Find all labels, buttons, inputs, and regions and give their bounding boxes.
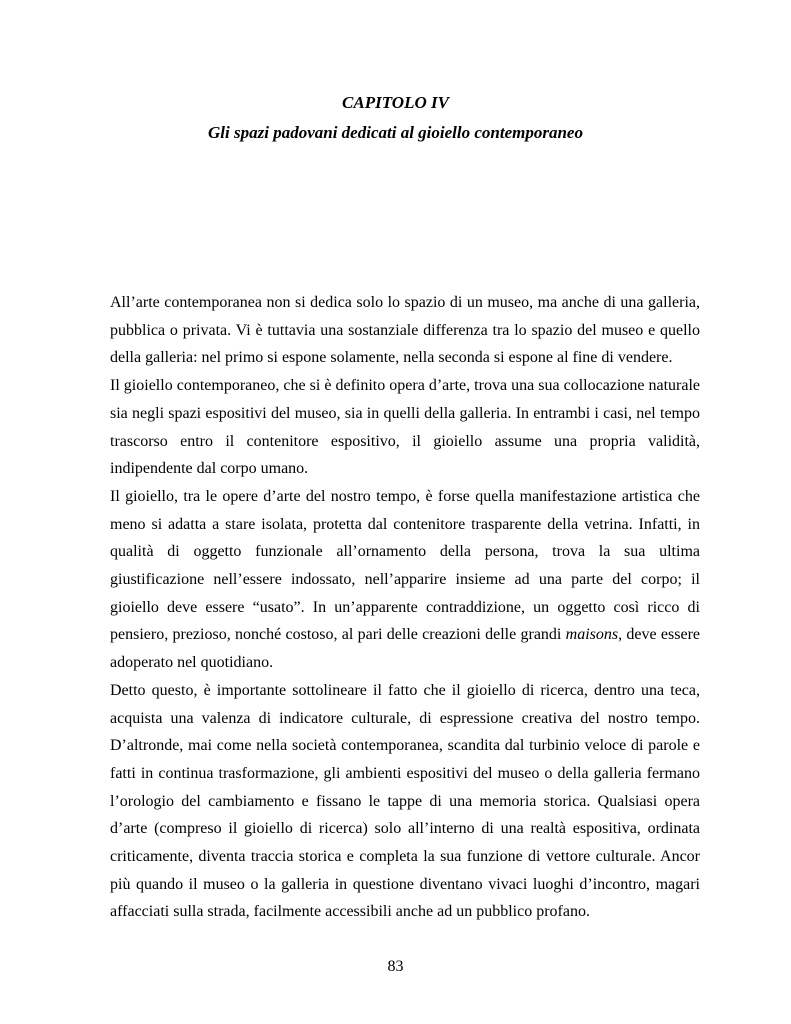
chapter-subtitle: Gli spazi padovani dedicati al gioiello contemporaneo (208, 123, 583, 142)
paragraph-3-text-after: , deve essere adoperato nel quotidiano. (110, 626, 701, 672)
chapter-title: CAPITOLO IV (342, 93, 449, 112)
paragraph-3 (110, 483, 700, 677)
body-text (110, 289, 700, 926)
page-number: 83 (387, 958, 404, 975)
paragraph-2: Il gioiello contemporaneo, che si è definito opera d’arte, trova una sua collocazione naturale sia negli spazi espositivi del museo, sia in quelli della galleria. In entrambi i casi, nel tempo trascorso entro il contenitore espositivo, il gioiello assume una propria validità, indipendente dal corpo umano. (110, 377, 700, 478)
paragraph-1: All’arte contemporanea non si dedica solo lo spazio di un museo, ma anche di una galleria, pubblica o privata. Vi è tuttavia una sostanziale differenza tra lo spazio del museo e quello della galleria: nel primo si espone solamente, nella seconda si espone al fine di vendere. (110, 294, 700, 367)
paragraph-4: Detto questo, è importante sottolineare il fatto che il gioiello di ricerca, dentro una teca, acquista una valenza di indicatore culturale, di espressione creativa del nostro tempo. D’altronde, mai come nella società contemporanea, scandita dal turbinio veloce di parole e fatti in continua trasformazione, gli ambienti espositivi del museo o della galleria fermano l’orologio del cambiamento e fissano le tappe di una memoria storica. Qualsiasi opera d’arte (compreso il gioiello di ricerca) solo all’interno di una realtà espositiva, ordinata criticamente, diventa traccia storica e completa la sua funzione di vettore culturale. Ancor più quando il museo o la galleria in questione diventano vivaci luoghi d’incontro, magari affacciati sulla strada, facilmente accessibili anche ad un pubblico profano. (110, 681, 700, 921)
paragraph-3-text-before: Il gioiello, tra le opere d’arte del nostro tempo, è forse quella manifestazione artistica che meno si adatta a stare isolata, protetta dal contenitore trasparente della vetrina. Infatti, in qualità di oggetto funzionale all’ornamento della persona, trova la sua ultima giustificazione nell’essere indossato, nell’apparire insieme ad una parte del corpo; il gioiello deve essere “usato”. In un’apparente contraddizione, un oggetto così ricco di pensiero, prezioso, nonché costoso, al pari delle creazioni delle grandi (110, 487, 700, 644)
paragraph-3-emphasis: maisons (565, 626, 619, 644)
